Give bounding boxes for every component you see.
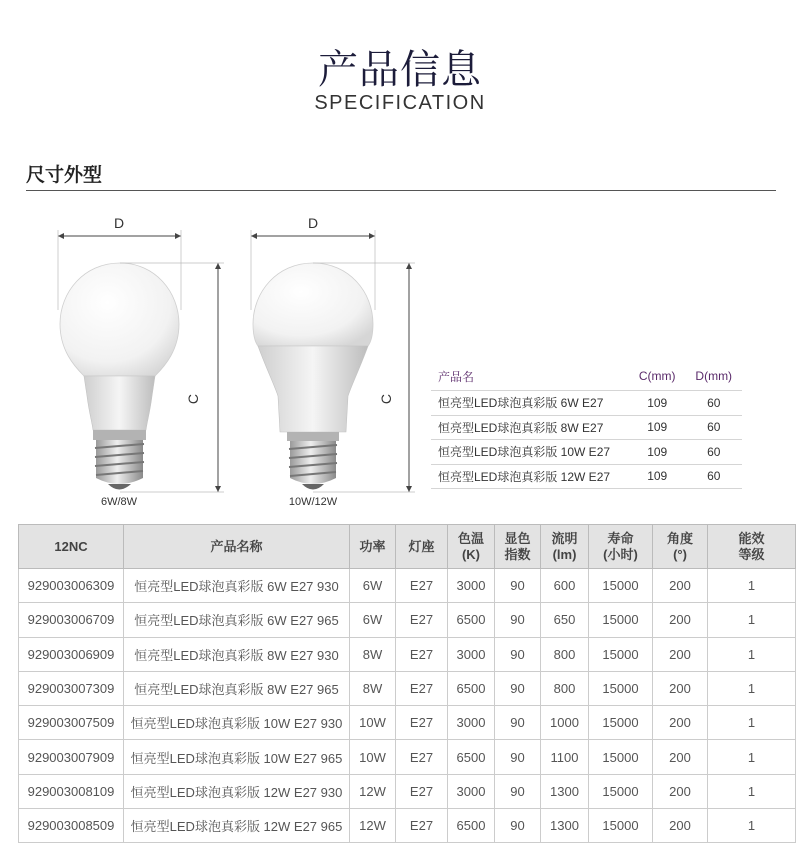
cell-lifetime: 15000 bbox=[589, 637, 653, 671]
cell-product-name: 恒亮型LED球泡真彩版 12W E27 930 bbox=[124, 774, 350, 808]
cell-efficiency-grade: 1 bbox=[708, 569, 796, 603]
cell-cri: 90 bbox=[495, 603, 541, 637]
cell-lifetime: 15000 bbox=[589, 774, 653, 808]
dimension-c-value: 109 bbox=[647, 420, 668, 435]
cell-lifetime: 15000 bbox=[589, 706, 653, 740]
table-row bbox=[19, 706, 796, 740]
header-lifetime bbox=[589, 525, 653, 569]
column-header-text: (°) bbox=[673, 546, 687, 562]
cell-12nc: 929003007509 bbox=[19, 706, 124, 740]
cell-color-temp: 3000 bbox=[448, 637, 495, 671]
column-header-text: (小时) bbox=[603, 546, 638, 562]
table-row bbox=[19, 740, 796, 774]
dimension-row bbox=[431, 390, 742, 415]
cell-efficiency-grade: 1 bbox=[708, 809, 796, 843]
dimension-table bbox=[431, 362, 742, 489]
column-header-text: 显色 bbox=[504, 530, 531, 546]
cell-base: E27 bbox=[396, 637, 448, 671]
dimension-product-name: 恒亮型LED球泡真彩版 6W E27 bbox=[438, 396, 604, 411]
cell-12nc: 929003008509 bbox=[19, 809, 124, 843]
column-header-text: (K) bbox=[461, 546, 481, 562]
dimension-d-label: D bbox=[113, 215, 125, 231]
cell-product-name: 恒亮型LED球泡真彩版 6W E27 965 bbox=[124, 603, 350, 637]
bulb-10w-12w-caption: 10W/12W bbox=[288, 496, 338, 508]
dimension-product-name: 恒亮型LED球泡真彩版 8W E27 bbox=[438, 420, 604, 435]
cell-lifetime: 15000 bbox=[589, 603, 653, 637]
cell-color-temp: 3000 bbox=[448, 774, 495, 808]
dimension-table-header bbox=[431, 362, 742, 390]
table-row bbox=[19, 809, 796, 843]
cell-cri: 90 bbox=[495, 637, 541, 671]
dimension-c-label: C bbox=[185, 393, 201, 405]
page-subtitle: SPECIFICATION bbox=[314, 92, 486, 114]
column-header-text: (lm) bbox=[552, 546, 577, 562]
header-product-name: 产品名 bbox=[438, 369, 475, 384]
cell-efficiency-grade: 1 bbox=[708, 671, 796, 705]
cell-color-temp: 6500 bbox=[448, 603, 495, 637]
cell-base: E27 bbox=[396, 569, 448, 603]
cell-base: E27 bbox=[396, 774, 448, 808]
header-12nc bbox=[19, 525, 124, 569]
cell-efficiency-grade: 1 bbox=[708, 774, 796, 808]
bulb-6w-8w-drawing bbox=[58, 215, 224, 508]
dimension-c-label-2: C bbox=[378, 393, 394, 405]
cell-cri: 90 bbox=[495, 671, 541, 705]
cell-cri: 90 bbox=[495, 809, 541, 843]
column-header-text: 流明 bbox=[551, 530, 578, 546]
cell-beam-angle: 200 bbox=[653, 603, 708, 637]
cell-beam-angle: 200 bbox=[653, 569, 708, 603]
spec-table-header bbox=[19, 525, 796, 569]
cell-beam-angle: 200 bbox=[653, 706, 708, 740]
cell-power: 12W bbox=[350, 809, 396, 843]
cell-product-name: 恒亮型LED球泡真彩版 8W E27 965 bbox=[124, 671, 350, 705]
dimension-d-value: 60 bbox=[707, 420, 721, 435]
column-header-text: 指数 bbox=[504, 546, 531, 562]
cell-12nc: 929003006709 bbox=[19, 603, 124, 637]
column-header-text: 产品名称 bbox=[210, 538, 263, 554]
cell-power: 10W bbox=[350, 706, 396, 740]
dimension-c-value: 109 bbox=[647, 444, 668, 459]
page-title: 产品信息 bbox=[318, 47, 482, 93]
cell-cri: 90 bbox=[495, 569, 541, 603]
cell-lifetime: 15000 bbox=[589, 671, 653, 705]
table-row bbox=[19, 569, 796, 603]
header-beam-angle bbox=[653, 525, 708, 569]
cell-color-temp: 3000 bbox=[448, 569, 495, 603]
header-color-temp bbox=[448, 525, 495, 569]
dimension-c-value: 109 bbox=[647, 395, 668, 410]
cell-color-temp: 6500 bbox=[448, 809, 495, 843]
dimension-d-label-2: D bbox=[307, 215, 319, 231]
cell-beam-angle: 200 bbox=[653, 671, 708, 705]
cell-power: 8W bbox=[350, 671, 396, 705]
column-header-text: 等级 bbox=[738, 546, 765, 562]
cell-lumen: 1300 bbox=[541, 774, 589, 808]
cell-beam-angle: 200 bbox=[653, 637, 708, 671]
bulb-dimension-diagram bbox=[0, 200, 430, 520]
cell-efficiency-grade: 1 bbox=[708, 740, 796, 774]
bulb-6w-8w-caption: 6W/8W bbox=[100, 496, 138, 508]
dimension-d-value: 60 bbox=[707, 469, 721, 484]
cell-color-temp: 3000 bbox=[448, 706, 495, 740]
cell-beam-angle: 200 bbox=[653, 774, 708, 808]
cell-lifetime: 15000 bbox=[589, 740, 653, 774]
cell-efficiency-grade: 1 bbox=[708, 637, 796, 671]
cell-12nc: 929003007309 bbox=[19, 671, 124, 705]
column-header-text: 灯座 bbox=[408, 538, 435, 554]
table-row bbox=[19, 603, 796, 637]
cell-lumen: 1000 bbox=[541, 706, 589, 740]
cell-base: E27 bbox=[396, 706, 448, 740]
cell-beam-angle: 200 bbox=[653, 740, 708, 774]
cell-12nc: 929003006309 bbox=[19, 569, 124, 603]
column-header-text: 功率 bbox=[359, 538, 386, 554]
cell-product-name: 恒亮型LED球泡真彩版 10W E27 930 bbox=[124, 706, 350, 740]
header-cri bbox=[495, 525, 541, 569]
cell-cri: 90 bbox=[495, 774, 541, 808]
table-row bbox=[19, 774, 796, 808]
dimension-row bbox=[431, 464, 742, 490]
bulb-10w-12w-drawing bbox=[251, 215, 415, 508]
cell-base: E27 bbox=[396, 740, 448, 774]
cell-lumen: 800 bbox=[541, 671, 589, 705]
section-divider bbox=[26, 190, 776, 191]
header-c-mm: C(mm) bbox=[638, 369, 676, 383]
section-title: 尺寸外型 bbox=[26, 164, 103, 186]
cell-12nc: 929003006909 bbox=[19, 637, 124, 671]
cell-power: 12W bbox=[350, 774, 396, 808]
dimension-d-value: 60 bbox=[707, 444, 721, 459]
table-row bbox=[19, 637, 796, 671]
table-row bbox=[19, 671, 796, 705]
cell-lifetime: 15000 bbox=[589, 809, 653, 843]
dimension-product-name: 恒亮型LED球泡真彩版 12W E27 bbox=[438, 469, 611, 484]
header-power bbox=[350, 525, 396, 569]
cell-color-temp: 6500 bbox=[448, 671, 495, 705]
column-header-text: 寿命 bbox=[607, 530, 634, 546]
cell-power: 6W bbox=[350, 603, 396, 637]
cell-12nc: 929003008109 bbox=[19, 774, 124, 808]
dimension-d-value: 60 bbox=[707, 395, 721, 410]
cell-product-name: 恒亮型LED球泡真彩版 12W E27 965 bbox=[124, 809, 350, 843]
cell-lumen: 800 bbox=[541, 637, 589, 671]
column-header-text: 色温 bbox=[457, 530, 484, 546]
cell-efficiency-grade: 1 bbox=[708, 706, 796, 740]
header-d-mm: D(mm) bbox=[695, 369, 733, 383]
cell-12nc: 929003007909 bbox=[19, 740, 124, 774]
cell-cri: 90 bbox=[495, 740, 541, 774]
cell-lifetime: 15000 bbox=[589, 569, 653, 603]
dimension-c-value: 109 bbox=[647, 469, 668, 484]
dimension-row bbox=[431, 439, 742, 464]
cell-product-name: 恒亮型LED球泡真彩版 8W E27 930 bbox=[124, 637, 350, 671]
dimension-product-name: 恒亮型LED球泡真彩版 10W E27 bbox=[438, 445, 611, 460]
column-header-text: 角度 bbox=[666, 530, 693, 546]
dimension-row bbox=[431, 415, 742, 440]
cell-power: 8W bbox=[350, 637, 396, 671]
cell-product-name: 恒亮型LED球泡真彩版 6W E27 930 bbox=[124, 569, 350, 603]
cell-beam-angle: 200 bbox=[653, 809, 708, 843]
spec-table bbox=[18, 524, 796, 843]
cell-base: E27 bbox=[396, 809, 448, 843]
cell-lumen: 600 bbox=[541, 569, 589, 603]
cell-efficiency-grade: 1 bbox=[708, 603, 796, 637]
column-header-text: 能效 bbox=[738, 530, 765, 546]
cell-product-name: 恒亮型LED球泡真彩版 10W E27 965 bbox=[124, 740, 350, 774]
header-base bbox=[396, 525, 448, 569]
cell-lumen: 1100 bbox=[541, 740, 589, 774]
header-product-name bbox=[124, 525, 350, 569]
column-header-text: 12NC bbox=[54, 538, 88, 554]
cell-cri: 90 bbox=[495, 706, 541, 740]
cell-lumen: 650 bbox=[541, 603, 589, 637]
cell-color-temp: 6500 bbox=[448, 740, 495, 774]
cell-power: 10W bbox=[350, 740, 396, 774]
cell-base: E27 bbox=[396, 603, 448, 637]
header-lumen bbox=[541, 525, 589, 569]
cell-power: 6W bbox=[350, 569, 396, 603]
cell-lumen: 1300 bbox=[541, 809, 589, 843]
header-efficiency-grade bbox=[708, 525, 796, 569]
cell-base: E27 bbox=[396, 671, 448, 705]
